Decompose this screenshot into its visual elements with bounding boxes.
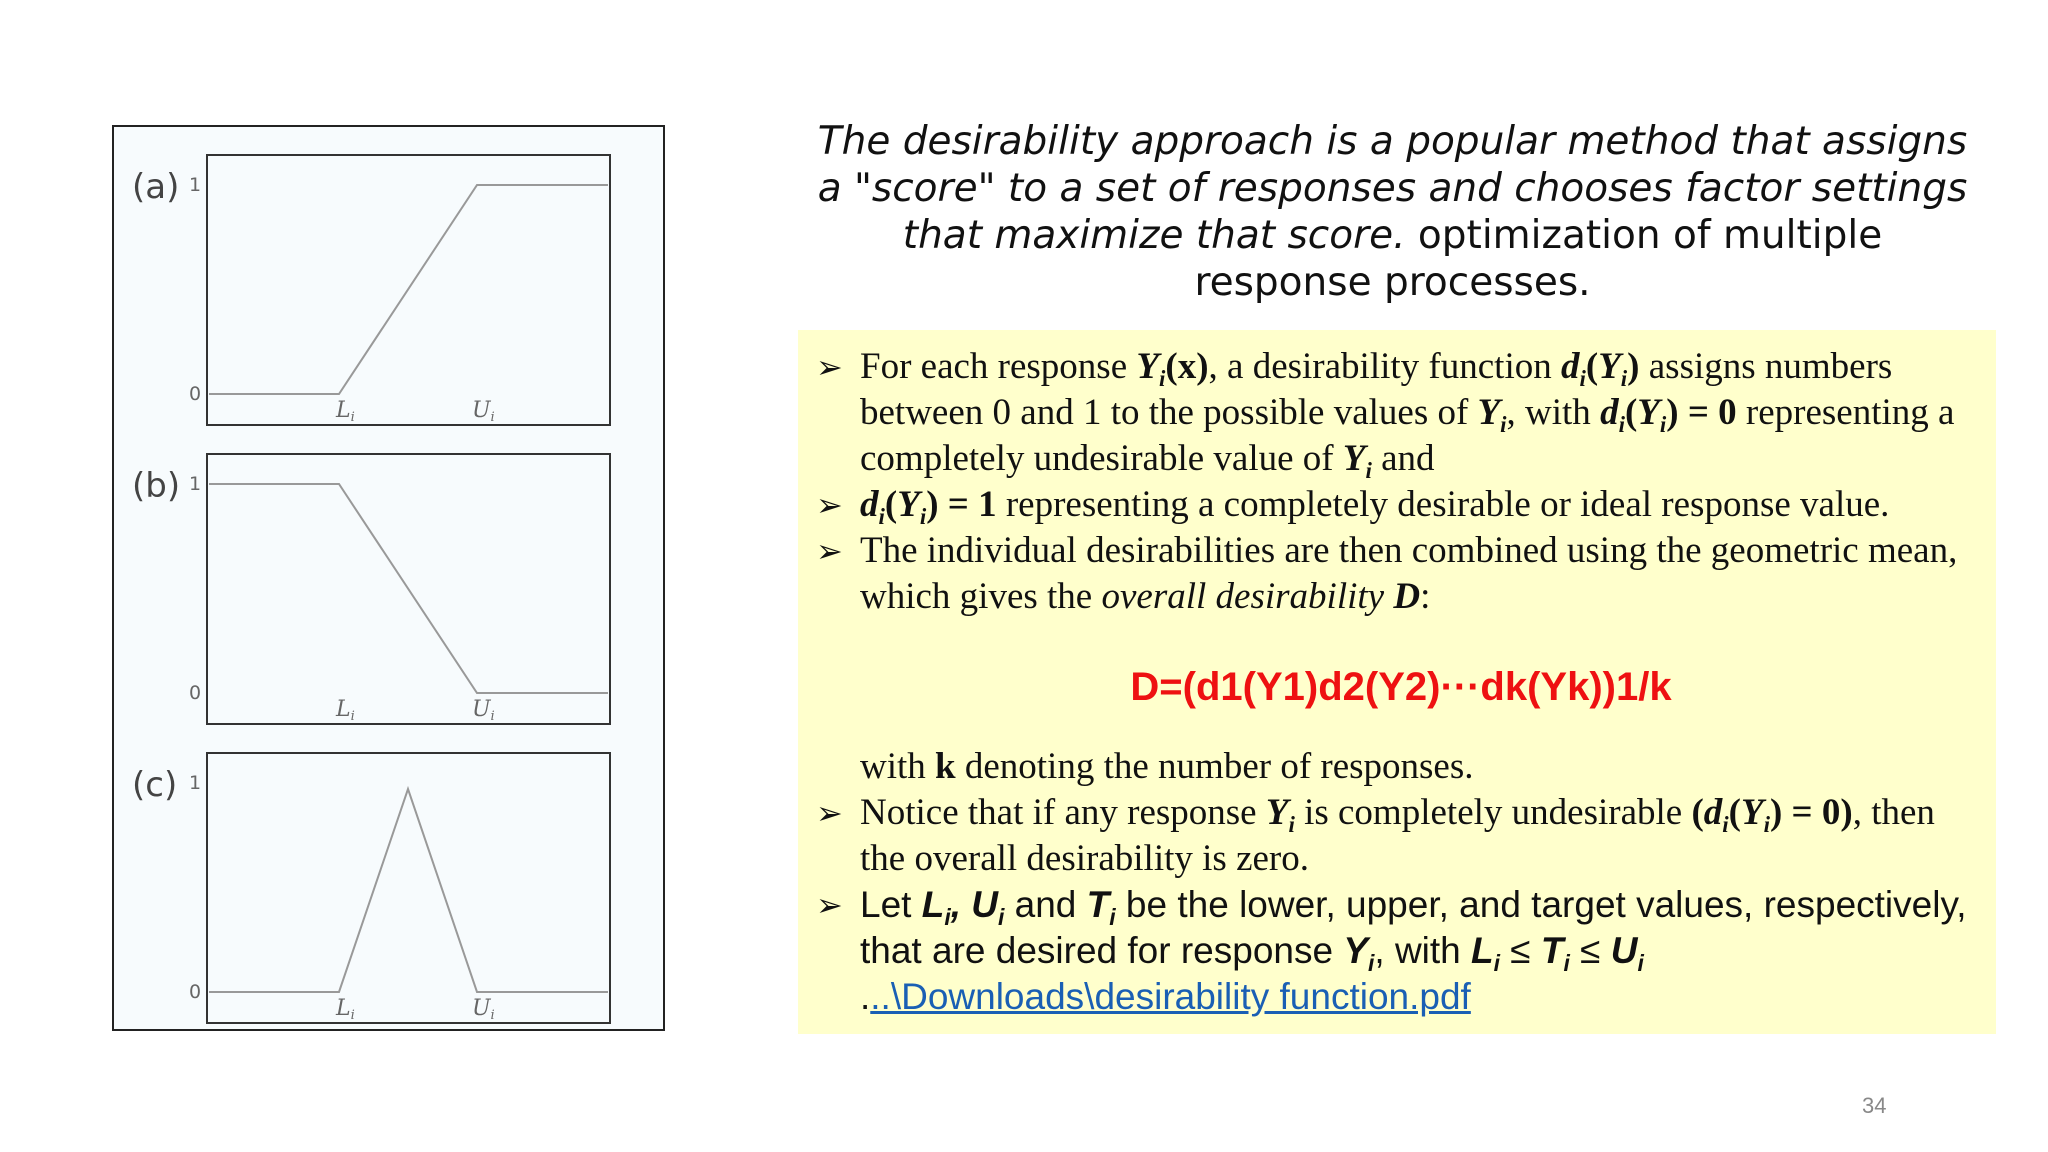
tick-0: 0	[189, 682, 202, 704]
panel-label: (a)	[132, 167, 180, 207]
tick-0: 0	[189, 383, 202, 405]
triangle-curve	[209, 789, 608, 992]
bullet-4: ➢ Notice that if any response $Y_i$ is completely undesirable $(d_i(Y_i) = 0)$, then the overall desirability is zero.	[816, 792, 1935, 879]
panel-b	[132, 454, 610, 724]
intro-italic: The desirability approach is a popular method that assigns a "score" to a set of responses and chooses factor settings that maximize that score.	[817, 119, 1968, 258]
arrow-bullet-icon: ➢	[816, 532, 843, 570]
axis-label-u: Ui	[472, 697, 495, 724]
formula-note: with k denoting the number of responses.	[860, 746, 1474, 787]
axis-label-l: Li	[336, 697, 355, 724]
intro-normal: optimization of multiple response processes.	[1194, 213, 1883, 305]
axis-label-l: Li	[336, 996, 355, 1023]
page-number: 34	[1862, 1093, 1887, 1118]
arrow-bullet-icon: ➢	[816, 886, 843, 924]
pdf-link[interactable]: ..\Downloads\desirability function.pdf	[870, 976, 1471, 1017]
bullet-5: ➢ Let $L_i$, $U_i$ and $T_i$ be the lower, upper, and target values, respectively, that are desired for response $Y_i$, with $L_i \le T_i \le U_i$ ...\Downloads\desirability function.pdf	[816, 884, 1967, 1017]
bullet-1: ➢ For each response $Y_i(x)$, a desirability function $d_i(Y_i)$ assigns numbers between 0 and 1 to the possible values of $Y_i$, with $d_i(Y_i) = 0$ representing a completely undesirable value of $Y_i$ and	[816, 346, 1955, 484]
axis-label-l: Li	[336, 398, 355, 425]
increasing-curve	[209, 185, 608, 394]
bullet-2: ➢ $d_i(Y_i) = 1$ representing a completely desirable or ideal response value.	[816, 484, 1890, 530]
arrow-bullet-icon: ➢	[816, 794, 843, 832]
tick-1: 1	[189, 772, 202, 794]
content-box	[798, 330, 1996, 1034]
desirability-formula: D=(d1(Y1)d2(Y2)···dk(Yk))1/k	[1130, 665, 1672, 709]
desirability-figure	[112, 125, 665, 1031]
arrow-bullet-icon: ➢	[816, 486, 843, 524]
tick-1: 1	[189, 174, 202, 196]
tick-0: 0	[189, 981, 202, 1003]
panel-label: (c)	[132, 765, 178, 805]
panel-a	[132, 155, 610, 425]
arrow-bullet-icon: ➢	[816, 348, 843, 386]
panel-label: (b)	[132, 466, 181, 506]
bullet-3: ➢ The individual desirabilities are then combined using the geometric mean, which gives the overall desirability D:	[816, 530, 1958, 617]
intro-text	[810, 118, 1975, 306]
tick-1: 1	[189, 473, 202, 495]
axis-label-u: Ui	[472, 996, 495, 1023]
decreasing-curve	[209, 484, 608, 693]
axis-label-u: Ui	[472, 398, 495, 425]
desirability-plots	[114, 127, 667, 1033]
panel-c	[132, 753, 610, 1023]
